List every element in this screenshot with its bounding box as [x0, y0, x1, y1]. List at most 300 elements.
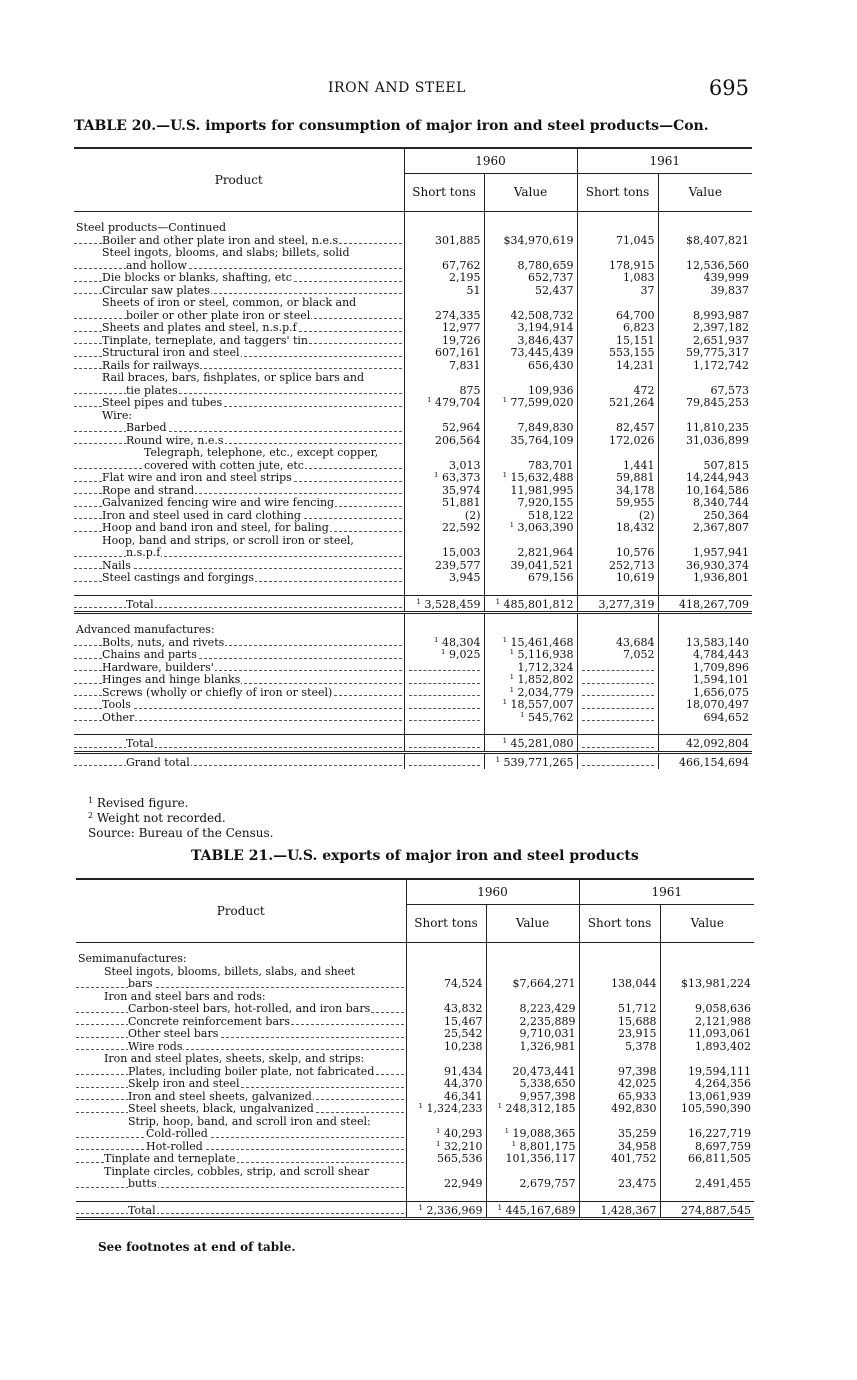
value-1960: 8,780,659 — [484, 260, 577, 273]
spacer-row — [76, 943, 754, 954]
page-number: 695 — [708, 76, 749, 100]
product-label: Screws (wholly or chiefly of iron or steel) — [74, 687, 404, 700]
table20 — [74, 147, 752, 769]
table-row — [76, 1041, 754, 1054]
value-1961: 19,594,111 — [660, 1066, 754, 1079]
value-1960: $34,970,619 — [484, 235, 577, 248]
product-label: Rope and strand — [74, 485, 404, 498]
value-1961: 8,340,744 — [658, 497, 752, 510]
short-tons-1961 — [579, 953, 660, 966]
leader-dots — [74, 607, 402, 608]
value-1960: 7,849,830 — [484, 422, 577, 435]
short-tons-1961: 14,231 — [577, 360, 658, 373]
value-1960: 52,437 — [484, 285, 577, 298]
product-label: Skelp iron and steel — [76, 1078, 406, 1091]
short-tons-1960: 15,003 — [404, 547, 484, 560]
table-row — [74, 422, 752, 435]
footnote-ref: 1 — [418, 1203, 424, 1212]
value-1960 — [486, 953, 579, 966]
table-row — [76, 1128, 754, 1141]
value-1960: 783,701 — [484, 460, 577, 473]
short-tons-1960 — [404, 674, 484, 687]
product-label: Concrete reinforcement bars — [76, 1016, 406, 1029]
spacer-row — [74, 585, 752, 596]
short-tons-1960: 91,434 — [406, 1066, 486, 1079]
short-tons-1960: 274,335 — [404, 310, 484, 323]
value-1961: 10,164,586 — [658, 485, 752, 498]
short-tons-1960: 52,964 — [404, 422, 484, 435]
value-1961 — [660, 1166, 754, 1179]
footnote-ref: 1 — [436, 1128, 441, 1135]
not-available-dashes — [582, 708, 654, 709]
short-tons-1960 — [404, 712, 484, 725]
short-tons-1961: 15,688 — [579, 1016, 660, 1029]
product-label: Steel ingots, blooms, billets, slabs, and sheet — [104, 965, 356, 978]
value-1961: 274,887,545 — [660, 1201, 754, 1219]
short-tons-1960: $^1$ 9,025 — [404, 649, 484, 662]
product-label: boiler or other plate iron or steel — [74, 310, 404, 323]
value-1960 — [486, 966, 579, 979]
value-1960 — [486, 1053, 579, 1066]
short-tons-1961 — [579, 1053, 660, 1066]
not-available-dashes — [582, 747, 654, 748]
value-1961: 1,709,896 — [658, 662, 752, 675]
total-row — [74, 595, 752, 613]
leader-dots — [76, 1187, 404, 1188]
footnote-ref: 1 — [520, 711, 525, 719]
value-1961: 11,093,061 — [660, 1028, 754, 1041]
short-tons-1960 — [404, 624, 484, 637]
short-tons-1961 — [577, 735, 658, 753]
short-tons-1960: $^1$ 479,704 — [404, 397, 484, 410]
table-row — [74, 472, 752, 485]
footnote-ref: 1 — [416, 597, 422, 606]
short-tons-1961 — [579, 966, 660, 979]
product-label: Rails for railways — [74, 360, 404, 373]
value-1960: 3,846,437 — [484, 335, 577, 348]
col-short-tons-1961: Short tons — [579, 905, 660, 943]
table-row — [76, 1028, 754, 1041]
total-row — [74, 752, 752, 769]
short-tons-1961: 521,264 — [577, 397, 658, 410]
table-row — [74, 497, 752, 510]
footnote-ref: 1 — [497, 1203, 503, 1212]
table-row — [74, 397, 752, 410]
value-1961: 31,036,899 — [658, 435, 752, 448]
short-tons-1960: 10,238 — [406, 1041, 486, 1054]
not-available-dashes — [409, 747, 480, 748]
footnote-ref: 1 — [504, 1128, 510, 1135]
short-tons-1961: 7,052 — [577, 649, 658, 662]
value-1960: $7,664,271 — [486, 978, 579, 991]
table20-caption: TABLE 20.—U.S. imports for consumption of major iron and steel products—Con. — [74, 118, 709, 134]
spacer-row — [76, 1191, 754, 1202]
value-1961: 12,536,560 — [658, 260, 752, 273]
product-label: Wire rods — [76, 1041, 406, 1054]
leader-dots — [76, 1137, 404, 1138]
value-1960: 2,235,889 — [486, 1016, 579, 1029]
value-1961: 36,930,374 — [658, 560, 752, 573]
value-1960 — [486, 991, 579, 1004]
table-row — [74, 547, 752, 560]
table-row — [74, 712, 752, 725]
short-tons-1961: 37 — [577, 285, 658, 298]
short-tons-1960: 565,536 — [406, 1153, 486, 1166]
product-label: Round wire, n.e.s — [74, 435, 404, 448]
value-1960: $^1$ 15,632,488 — [484, 472, 577, 485]
value-1960 — [484, 410, 577, 423]
table-row — [74, 385, 752, 398]
total-row — [76, 1201, 754, 1219]
product-label: Chains and parts — [74, 649, 404, 662]
value-1960 — [486, 1166, 579, 1179]
value-1961 — [658, 624, 752, 637]
product-label: Die blocks or blanks, shafting, etc — [74, 272, 404, 285]
product-label: Hoop and band iron and steel, for baling — [74, 522, 404, 535]
product-label: Circular saw plates — [74, 285, 404, 298]
value-1960: 652,737 — [484, 272, 577, 285]
value-1961: 2,367,807 — [658, 522, 752, 535]
table-row — [76, 1141, 754, 1154]
value-1961: 1,936,801 — [658, 572, 752, 585]
footnote-ref: 1 — [434, 472, 439, 479]
short-tons-1960: 15,467 — [406, 1016, 486, 1029]
table-row — [76, 1066, 754, 1079]
value-1961: 418,267,709 — [658, 595, 752, 613]
product-label: Wire: — [102, 409, 133, 422]
footnote-ref: 1 — [511, 1140, 517, 1148]
short-tons-1960 — [404, 735, 484, 753]
product-label: Total — [76, 1201, 406, 1219]
product-label: Semimanufactures: — [78, 953, 187, 965]
col-value-1961: Value — [658, 174, 752, 212]
short-tons-1961: 1,083 — [577, 272, 658, 285]
spacer-row — [74, 212, 752, 223]
short-tons-1960 — [404, 535, 484, 548]
value-1960: 20,473,441 — [486, 1066, 579, 1079]
short-tons-1961 — [577, 687, 658, 700]
table-row — [74, 674, 752, 687]
col-product-header: Product — [74, 148, 404, 212]
value-1961: 2,491,455 — [660, 1178, 754, 1191]
value-1961: 18,070,497 — [658, 699, 752, 712]
short-tons-1960: 12,977 — [404, 322, 484, 335]
short-tons-1960: 46,341 — [406, 1091, 486, 1104]
value-1960: 39,041,521 — [484, 560, 577, 573]
total-row — [74, 735, 752, 753]
table-row — [74, 699, 752, 712]
short-tons-1961: 1,428,367 — [579, 1201, 660, 1219]
table-row — [74, 260, 752, 273]
value-1961: 1,594,101 — [658, 674, 752, 687]
short-tons-1960: $^1$ 2,336,969 — [406, 1201, 486, 1219]
value-1961: 16,227,719 — [660, 1128, 754, 1141]
footnote-ref: 1 — [441, 649, 446, 656]
value-1961 — [660, 953, 754, 966]
short-tons-1960: $^1$ 40,293 — [406, 1128, 486, 1141]
not-available-dashes — [582, 670, 654, 671]
year-1961-header: 1961 — [577, 148, 752, 174]
not-available-dashes — [582, 765, 654, 766]
product-label: butts — [76, 1178, 406, 1191]
short-tons-1961: 59,881 — [577, 472, 658, 485]
table-row — [76, 991, 754, 1004]
short-tons-1960 — [406, 1116, 486, 1129]
short-tons-1961: 82,457 — [577, 422, 658, 435]
value-1961: 2,651,937 — [658, 335, 752, 348]
short-tons-1960 — [404, 372, 484, 385]
value-1960: $^1$ 18,557,007 — [484, 699, 577, 712]
product-label: Bolts, nuts, and rivets — [74, 637, 404, 650]
value-1960: 679,156 — [484, 572, 577, 585]
value-1960: $^1$ 2,034,779 — [484, 687, 577, 700]
product-label: n.s.p.f — [74, 547, 404, 560]
value-1960: 73,445,439 — [484, 347, 577, 360]
table-row — [74, 310, 752, 323]
value-1960: 3,194,914 — [484, 322, 577, 335]
table-row — [74, 372, 752, 385]
short-tons-1960 — [406, 1166, 486, 1179]
short-tons-1960 — [404, 447, 484, 460]
short-tons-1961: 71,045 — [577, 235, 658, 248]
leader-dots — [76, 1049, 404, 1050]
leader-dots — [74, 268, 402, 269]
footnote-ref: 1 — [436, 1140, 441, 1148]
product-label: Total — [74, 595, 404, 613]
table-row — [74, 572, 752, 585]
not-available-dashes — [409, 708, 480, 709]
value-1960: 1,712,324 — [484, 662, 577, 675]
value-1961 — [660, 1116, 754, 1129]
product-label: Iron and steel sheets, galvanized — [76, 1091, 406, 1104]
value-1960: $^1$ 77,599,020 — [484, 397, 577, 410]
value-1961: 39,837 — [658, 285, 752, 298]
short-tons-1960: 44,370 — [406, 1078, 486, 1091]
table-row — [74, 297, 752, 310]
table20-footnotes — [88, 796, 274, 841]
value-1960: 2,679,757 — [486, 1178, 579, 1191]
table-row — [76, 1178, 754, 1191]
footnote-2: $^2$ Weight not recorded. — [88, 811, 226, 825]
value-1961: 1,172,742 — [658, 360, 752, 373]
short-tons-1961 — [577, 447, 658, 460]
value-1961 — [660, 991, 754, 1004]
value-1960 — [484, 222, 577, 235]
short-tons-1960 — [406, 1053, 486, 1066]
short-tons-1960: 22,949 — [406, 1178, 486, 1191]
short-tons-1961: 252,713 — [577, 560, 658, 573]
running-title: IRON AND STEEL — [328, 80, 466, 96]
value-1960: $^1$ 8,801,175 — [486, 1141, 579, 1154]
product-label: Iron and steel plates, sheets, skelp, and strips: — [104, 1053, 365, 1065]
short-tons-1960 — [404, 687, 484, 700]
table-row — [74, 624, 752, 637]
table-row — [76, 1153, 754, 1166]
value-1960 — [486, 1116, 579, 1129]
short-tons-1961: 65,933 — [579, 1091, 660, 1104]
value-1960 — [484, 372, 577, 385]
table-row — [74, 510, 752, 523]
product-label: Rail braces, bars, fishplates, or splice bars and — [102, 372, 364, 384]
table-row — [76, 1016, 754, 1029]
short-tons-1961: 51,712 — [579, 1003, 660, 1016]
product-label: Strip, hoop, band, and scroll iron and steel: — [128, 1115, 371, 1128]
short-tons-1961 — [577, 699, 658, 712]
value-1961: 1,656,075 — [658, 687, 752, 700]
table-row — [76, 1091, 754, 1104]
short-tons-1961: 1,441 — [577, 460, 658, 473]
value-1961: 42,092,804 — [658, 735, 752, 753]
product-label: Sheets of iron or steel, common, or black and — [102, 297, 357, 309]
product-label: Advanced manufactures: — [76, 624, 215, 636]
value-1961: 9,058,636 — [660, 1003, 754, 1016]
value-1961: 507,815 — [658, 460, 752, 473]
short-tons-1961 — [577, 535, 658, 548]
table-row — [74, 649, 752, 662]
leader-dots — [74, 393, 402, 394]
value-1961: 8,993,987 — [658, 310, 752, 323]
product-label: Cold-rolled — [76, 1128, 406, 1141]
spacer-row — [74, 613, 752, 625]
product-label: Iron and steel used in card clothing — [74, 510, 404, 523]
value-1961 — [658, 297, 752, 310]
value-1960: $^1$ 539,771,265 — [484, 752, 577, 769]
not-available-dashes — [409, 670, 480, 671]
short-tons-1961: 43,684 — [577, 637, 658, 650]
table-row — [76, 966, 754, 979]
short-tons-1961 — [577, 624, 658, 637]
value-1961: 2,121,988 — [660, 1016, 754, 1029]
table-row — [74, 360, 752, 373]
short-tons-1961: 59,955 — [577, 497, 658, 510]
short-tons-1960: 74,524 — [406, 978, 486, 991]
short-tons-1960 — [404, 247, 484, 260]
table-row — [74, 222, 752, 235]
short-tons-1960: 607,161 — [404, 347, 484, 360]
value-1960: $^1$ 3,063,390 — [484, 522, 577, 535]
table-row — [74, 322, 752, 335]
value-1960: $^1$ 5,116,938 — [484, 649, 577, 662]
short-tons-1960: 3,945 — [404, 572, 484, 585]
value-1960: $^1$ 248,312,185 — [486, 1103, 579, 1116]
footnote-ref: 1 — [509, 649, 515, 656]
value-1961 — [658, 535, 752, 548]
value-1960: 518,122 — [484, 510, 577, 523]
table-row — [76, 1166, 754, 1179]
col-value-1960: Value — [486, 905, 579, 943]
table-row — [74, 560, 752, 573]
short-tons-1960: 67,762 — [404, 260, 484, 273]
col-value-1960: Value — [484, 174, 577, 212]
value-1960: 5,338,650 — [486, 1078, 579, 1091]
product-label: covered with cotten jute, etc — [74, 460, 404, 473]
footnote-ref: 1 — [427, 397, 432, 404]
footnote-ref: 1 — [495, 755, 501, 764]
value-1961: 67,573 — [658, 385, 752, 398]
value-1960: 8,223,429 — [486, 1003, 579, 1016]
value-1961: $13,981,224 — [660, 978, 754, 991]
value-1961: 4,784,443 — [658, 649, 752, 662]
product-label: Other steel bars — [76, 1028, 406, 1041]
source-note: Source: Bureau of the Census. — [88, 826, 274, 840]
col-short-tons-1960: Short tons — [404, 174, 484, 212]
short-tons-1960: 3,013 — [404, 460, 484, 473]
table-row — [74, 535, 752, 548]
short-tons-1961 — [577, 752, 658, 769]
short-tons-1960: $^1$ 1,324,233 — [406, 1103, 486, 1116]
footnote-ref: 1 — [502, 699, 508, 706]
table-row — [76, 953, 754, 966]
product-label: Steel products—Continued — [76, 222, 227, 234]
product-label: Boiler and other plate iron and steel, n.e.s — [74, 235, 404, 248]
value-1960: 7,920,155 — [484, 497, 577, 510]
product-label: Steel ingots, blooms, and slabs; billets, solid — [102, 247, 350, 259]
short-tons-1961: 3,277,319 — [577, 595, 658, 613]
leader-dots — [74, 431, 402, 432]
value-1961 — [660, 1053, 754, 1066]
short-tons-1961 — [577, 410, 658, 423]
leader-dots — [74, 747, 402, 748]
value-1961: 59,775,317 — [658, 347, 752, 360]
short-tons-1961: 10,576 — [577, 547, 658, 560]
not-available-dashes — [409, 683, 480, 684]
short-tons-1960 — [404, 410, 484, 423]
value-1961 — [658, 447, 752, 460]
table-row — [74, 435, 752, 448]
short-tons-1960: 51 — [404, 285, 484, 298]
table21-body — [76, 943, 754, 1219]
product-label: bars — [76, 978, 406, 991]
short-tons-1960: 7,831 — [404, 360, 484, 373]
short-tons-1960: 35,974 — [404, 485, 484, 498]
short-tons-1961 — [577, 222, 658, 235]
product-label: Grand total — [74, 752, 404, 769]
value-1961: 694,652 — [658, 712, 752, 725]
leader-dots — [74, 556, 402, 557]
not-available-dashes — [582, 720, 654, 721]
value-1960 — [484, 447, 577, 460]
col-value-1961: Value — [660, 905, 754, 943]
year-1961-header: 1961 — [579, 879, 754, 905]
short-tons-1961: 23,915 — [579, 1028, 660, 1041]
footnote-ref: 1 — [434, 636, 439, 644]
short-tons-1960 — [406, 953, 486, 966]
footnote-ref: 1 — [497, 1103, 503, 1110]
short-tons-1960: (2) — [404, 510, 484, 523]
leader-dots — [76, 987, 404, 988]
table-row — [74, 662, 752, 675]
short-tons-1960 — [404, 297, 484, 310]
value-1961: 250,364 — [658, 510, 752, 523]
table-row — [74, 687, 752, 700]
value-1961: 466,154,694 — [658, 752, 752, 769]
leader-dots — [76, 1213, 404, 1214]
short-tons-1960: $^1$ 3,528,459 — [404, 595, 484, 613]
short-tons-1961 — [577, 247, 658, 260]
table-row — [74, 272, 752, 285]
year-1960-header: 1960 — [406, 879, 579, 905]
value-1960: 2,821,964 — [484, 547, 577, 560]
value-1960: 101,356,117 — [486, 1153, 579, 1166]
product-label: Sheets and plates and steel, n.s.p.f — [74, 322, 404, 335]
footnote-ref: 1 — [502, 737, 508, 745]
value-1960: 109,936 — [484, 385, 577, 398]
footnote-ref: 1 — [495, 597, 501, 606]
short-tons-1961: 178,915 — [577, 260, 658, 273]
value-1961: 13,061,939 — [660, 1091, 754, 1104]
short-tons-1960: 43,832 — [406, 1003, 486, 1016]
table-row — [74, 485, 752, 498]
